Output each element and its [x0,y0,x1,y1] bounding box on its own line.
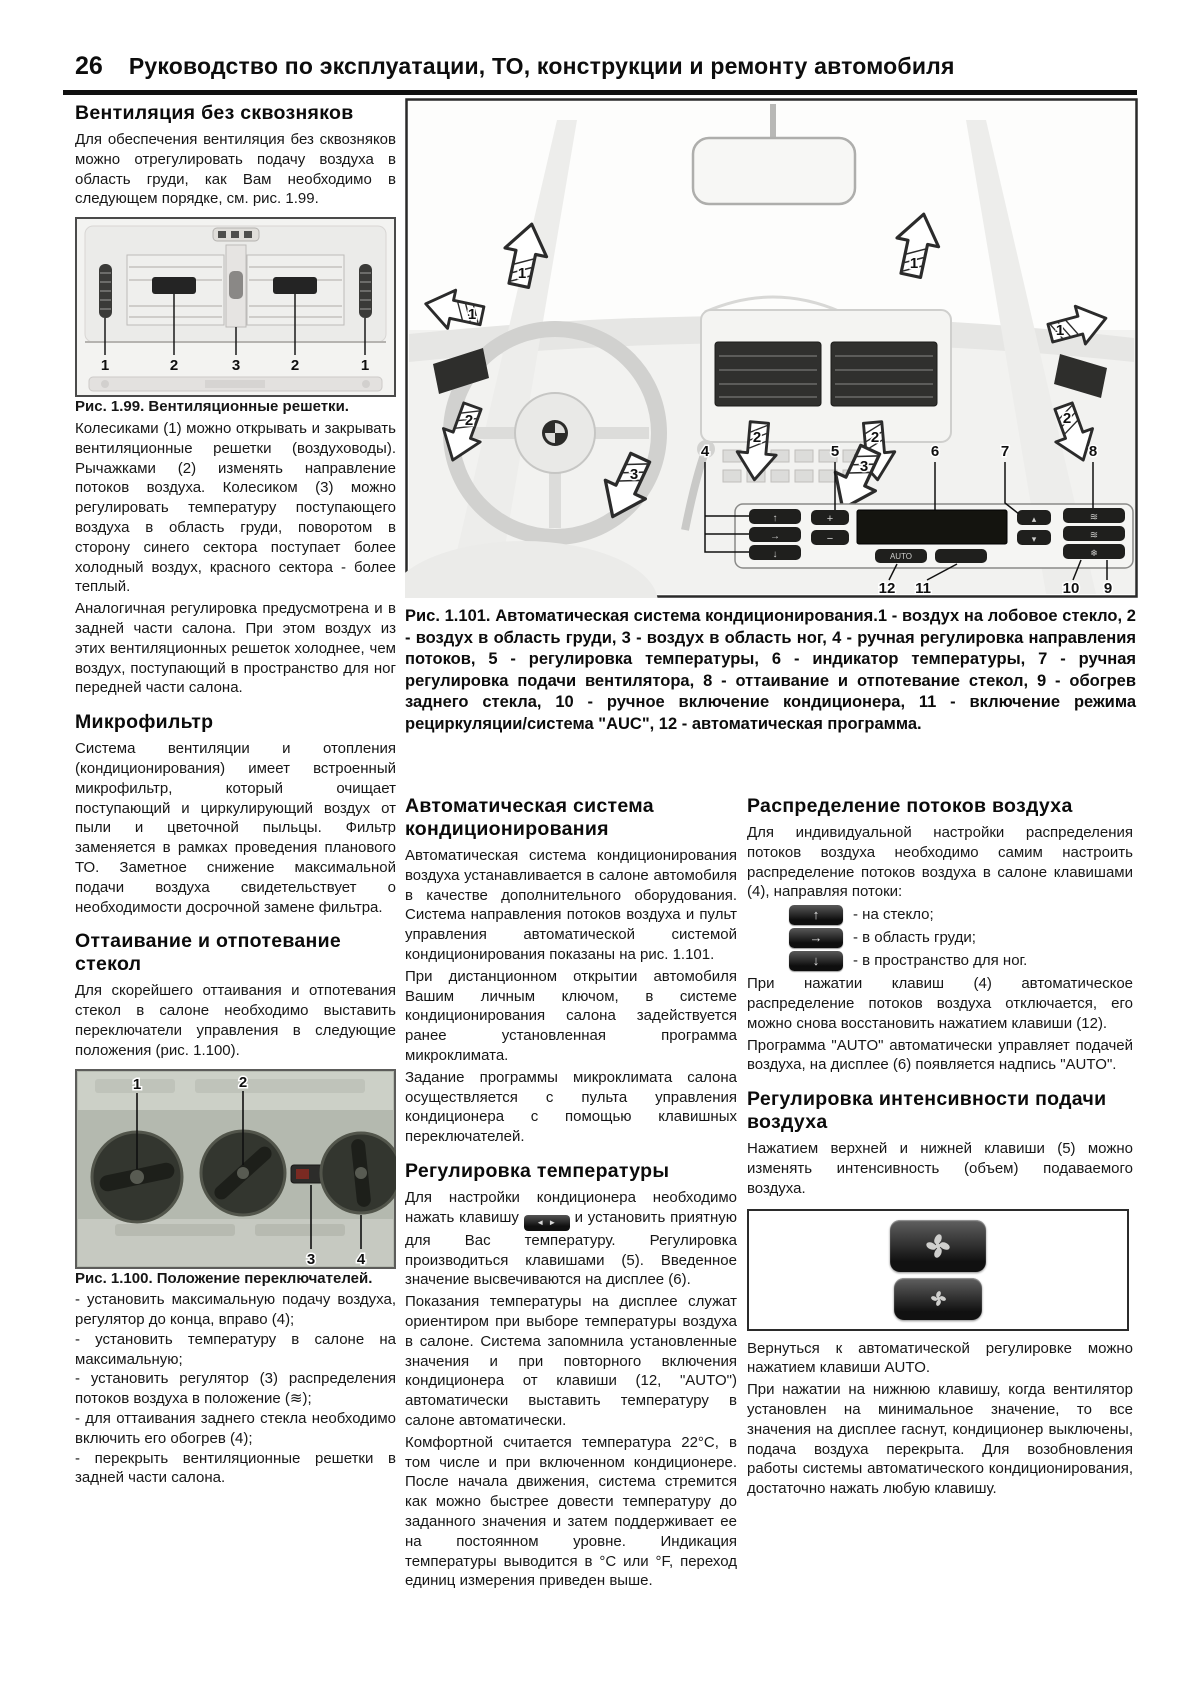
climate-display [857,510,1007,544]
panel-chest-glyph: → [770,531,780,542]
panel-ac-glyph: ❄ [1090,548,1098,558]
fig101-arrow-label-2c: 2 [870,429,880,446]
temperature-paragraph-1-end: и установить приятную для Вас температуру. Регулировка производиться клавишами (5). Введенное значение высвечиваются на дисплее (6). [405,1208,737,1289]
fig101-arrow-label-2a: 2 [464,412,474,429]
fig99-callout-1: 1 [100,357,110,375]
rearview-mirror-icon [693,138,855,204]
fig99-callout-3: 3 [231,357,241,375]
panel-windshield-glyph: ↑ [772,513,778,524]
fig101-arrow-label-2b: 2 [752,429,762,446]
airflow-option-chest [789,928,1133,948]
distribution-paragraph-2: При нажатии клавиш (4) автоматическое распределение потоков воздуха отключается, его можно снова восстановить нажатием клавиши (12). [747,975,1133,1032]
defrost-step-5: - перекрыть вентиляционные решетки в задней части салона. [75,1449,396,1487]
fig100-callout-1: 1 [132,1075,142,1093]
ventilation-paragraph-2: Колесиками (1) можно открывать и закрывать вентиляционные решетки (воздуховоды). Рычажками (2) изменять направление потоков воздуха. Колесиком (3) можно регулировать температуру поступающего воздуха в область груди, поворотом в сторону синего сектора поступает более холодный воздух, красного сектора - более теплый. [75,419,396,596]
fig101-arrow-label-2d: 2 [1062,410,1072,427]
defrost-step-1: - установить максимальную подачу воздуха, регулятор до конца, вправо (4); [75,1291,396,1329]
fig101-arrow-label-1b: 1 [909,255,919,272]
airflow-option-footwell [789,951,1133,971]
fan-increase-button-icon [890,1220,986,1272]
panel-minus-glyph: − [826,533,834,545]
section-heading-temperature: Регулировка температуры [405,1159,670,1182]
center-temp-wheel-icon [229,271,243,299]
fig99-callout-2: 2 [169,357,179,375]
page-title: Руководство по эксплуатации, ТО, конструкции и ремонту автомобиля [128,53,955,79]
fig101-arrow-label-3b: 3 [859,458,869,475]
fan-blade-icon-small [929,1289,948,1308]
fig101-callout-10: 10 [1062,580,1080,597]
chest-airflow-label: - в область груди; [853,929,976,947]
heater-knobs-illustration [75,1069,396,1269]
fig101-arrow-label-1c: 1 [467,306,477,323]
footwell-airflow-button-icon: ↓ [789,951,843,971]
microfilter-paragraph: Система вентиляции и отопления (кондиционирования) имеет встроенный микрофильтр, который очищает поступающий и циркулирующий воздух от пыли и цветочной пыльцы. Фильтр заменяется в рамках проведения планового ТО. Заметное снижение максимальной подачи воздуха свидетельствует о необходимости досрочной замене фильтра. [75,740,396,916]
fig101-callout-8: 8 [1088,443,1098,460]
temperature-paragraph-3: Комфортной считается температура 22°С, в том числе и при включенном кондиционере. После начала движения, система стремится как можно быстрее довести температуру до заданного значения и затем поддерживает ее на постоянном уровне. Индикация температуры выводится в °С или °F, переход единиц измерения приведен выше. [405,1433,737,1590]
ventilation-paragraph-3: Аналогичная регулировка предусмотрена и в задней части салона. При этом воздух из этих вентиляционных решеток холоднее, чем воздух, поступающий в пространство для ног передней части салона. [75,600,396,697]
defrosting-paragraph: Для скорейшего оттаивания и отпотевания стекол в салоне необходимо выставить переключатели управления в следующие положения (рис. 1.100). [75,982,396,1059]
auto-climate-paragraph-2: При дистанционном открытии автомобиля Вашим личным ключом, в системе кондиционирования салона задействуется ранее установленная программа микроклимата. [405,967,737,1064]
figure-1-99-caption: Рис. 1.99. Вентиляционные решетки. [75,398,349,416]
right-vent-lever-icon [273,277,317,294]
fan-paragraph-3: При нажатии на нижнюю клавишу, когда вентилятор установлен на минимальное значение, то все значения на дисплее гаснут, кондиционер выключены, подача воздуха перекрыта. Для возобновления работы системы автоматического кондиционирования, достаточно нажать любую клавишу. [747,1381,1133,1498]
fig101-arrow-label-3a: 3 [629,466,639,483]
distribution-paragraph-1: Для индивидуальной настройки распределения потоков воздуха необходимо самим настроить распределение потоков воздуха в салоне клавишами (4), направляя потоки: [747,824,1133,901]
fan-blade-icon-large [923,1231,953,1261]
fig101-callout-11: 11 [915,580,931,597]
footwell-airflow-label: - в пространство для ног. [853,952,1028,970]
fan-paragraph-1: Нажатием верхней и нижней клавиши (5) можно изменять интенсивность (объем) подаваемого воздуха. [747,1140,1133,1197]
page-header [75,52,1135,81]
fig101-callout-7: 7 [1000,443,1010,460]
distribution-paragraph-3: Программа "AUTO" автоматически управляет подачей воздуха, на дисплее (6) появляется надпись "AUTO". [747,1036,1133,1074]
vent-grilles-illustration [75,217,396,397]
section-heading-fan-intensity: Регулировка интенсивности подачи воздуха [747,1088,1107,1134]
panel-auto-label: AUTO [889,552,913,561]
section-heading-defrosting: Оттаивание и отпотевание стекол [75,930,342,976]
figure-1-101 [405,98,1138,598]
windshield-airflow-label: - на стекло; [853,906,934,924]
fan-decrease-button-icon [894,1278,982,1320]
defrost-step-2: - установить температуру в салоне на максимальную; [75,1330,396,1368]
section-heading-microfilter: Микрофильтр [75,711,214,734]
section-heading-auto-climate: Автоматическая система кондиционирования [405,795,654,840]
temperature-paragraph-1-start: Для настройки кондиционера необходимо нажать клавишу [405,1188,737,1226]
panel-plus-glyph: + [826,513,834,525]
ventilation-paragraph-1: Для обеспечения вентиляция без сквозняков можно отрегулировать подачу воздуха в область груди, как Вам необходимо в следующем порядке, см. рис. 1.99. [75,131,396,208]
fig101-arrow-label-1d: 1 [1055,322,1065,339]
defrost-step-4: - для оттаивания заднего стекла необходимо включить его обогрев (4); [75,1410,396,1447]
panel-fan-down-glyph: ▾ [1031,534,1037,544]
figure-1-100 [75,1069,396,1269]
windshield-airflow-button-icon: ↑ [789,905,843,925]
figure-1-100-caption: Рис. 1.100. Положение переключателей. [75,1269,373,1287]
fig100-callout-4: 4 [356,1250,366,1268]
fig101-callout-5: 5 [830,443,840,460]
fig101-callout-4: 4 [700,443,710,460]
figure-1-99 [75,217,396,397]
defrost-step-3: - установить регулятор (3) распределения потоков воздуха в положение (≋); [75,1370,396,1408]
figure-1-101-caption: Рис. 1.101. Автоматическая система кондиционирования.1 - воздух на лобовое стекло, 2 - воздух в область груди, 3 - воздух в область ног, 4 - ручная регулировка направления потоков, 5 - регулировка температуры, 6 - индикатор температуры, 7 - ручная регулировка подачи вентилятора, 8 - оттаивание и отпотевание стекол, 9 - обогрев заднего стекла, 10 - ручное включение кондиционера, 11 - включение режима рециркуляции/система "AUC", 12 - автоматическая программа. [405,607,1136,733]
right-column [747,793,1133,1501]
middle-column [405,793,737,1593]
fig100-callout-3: 3 [306,1250,316,1268]
fig101-callout-12: 12 [878,580,896,597]
temperature-paragraph-1 [405,1188,737,1290]
chest-airflow-button-icon: → [789,928,843,948]
fig101-callout-9: 9 [1103,580,1113,597]
auto-climate-paragraph-3: Задание программы микроклимата салона осуществляется с пульта управления кондиционера с помощью клавишных переключателей. [405,1068,737,1146]
header-rule [63,90,1137,95]
fig99-callout-5: 1 [360,357,370,375]
airflow-direction-buttons [749,509,801,560]
page-number: 26 [75,52,103,80]
panel-fan-up-glyph: ▴ [1031,514,1037,524]
panel-rear-defrost-glyph: ≋ [1089,530,1099,541]
left-vent-lever-icon [152,277,196,294]
left-column [75,100,396,1488]
section-heading-distribution: Распределение потоков воздуха [747,795,1073,817]
fig100-callout-2: 2 [238,1073,248,1091]
fan-paragraph-2: Вернуться к автоматической регулировке можно нажатием клавиши AUTO. [747,1339,1133,1377]
fan-buttons-illustration [747,1209,1129,1331]
defrost-ac-buttons [1063,508,1125,559]
section-heading-ventilation: Вентиляция без сквозняков [75,102,354,124]
fig101-arrow-label-1a: 1 [517,265,527,282]
temperature-paragraph-2: Показания температуры на дисплее служат ориентиром при выборе температуры воздуха в салоне. Система запомнила установленные значения и при повторного включения кондиционера от клавиши (12, "AUTO") автоматически выставить температуру в салоне автоматически. [405,1293,737,1429]
temperature-key-icon: ◄ ► [524,1215,570,1231]
fig101-callout-6: 6 [930,443,940,460]
dashboard-climate-illustration [405,98,1138,598]
auto-climate-paragraph-1: Автоматическая система кондиционирования воздуха устанавливается в салоне автомобиля в качестве дополнительного оборудования. Система направления потоков воздуха и пульт управления автоматической системой кондиционирования показаны на рис. 1.101. [405,847,737,963]
fig99-callout-4: 2 [290,357,300,375]
panel-foot-glyph: ↓ [772,549,778,560]
airflow-option-windshield [789,905,1133,925]
panel-front-defrost-glyph: ≋ [1089,512,1099,523]
